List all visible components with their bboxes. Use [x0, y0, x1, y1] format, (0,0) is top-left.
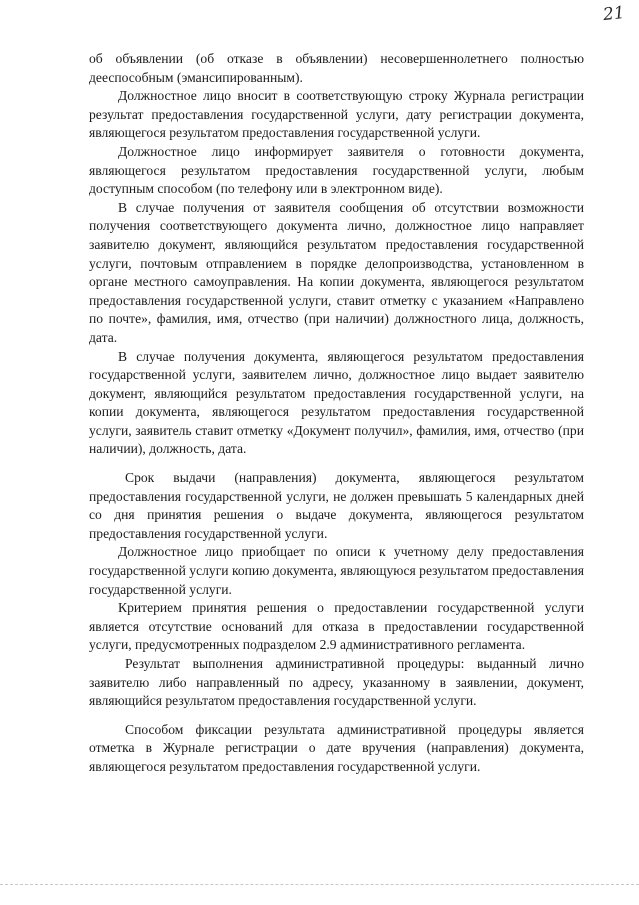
- paragraph-3: Должностное лицо информирует заявителя о готовности документа, являющегося результатом предоставления государственной услуги, любым доступным способом (по телефону или в электронном виде).: [89, 143, 584, 197]
- paragraph-7: Должностное лицо приобщает по описи к учетному делу предоставления государственной услуги копию документа, являющуюся результатом предоставления государственной услуги.: [89, 544, 584, 597]
- paragraph-8: Критерием принятия решения о предоставлении государственной услуги является отсутствие оснований для отказа в предоставлении государственной услуги, предусмотренных подразделом 2.9 административного регламента.: [89, 600, 584, 653]
- paragraph-6: Срок выдачи (направления) документа, являющегося результатом предоставления государственной услуги, не должен превышать 5 календарных дней со дня принятия решения о выдаче документа, являющегося результатом предоставления государственной услуги.: [89, 470, 584, 541]
- paragraph-5: В случае получения документа, являющегося результатом предоставления государственной услуги, заявителем лично, должностное лицо выдает заявителю документ, являющийся результатом предоставления государственной услуги, на копии документа, являющегося результатом предоставления государственной услуги, заявитель ставит отметку «Документ получил», фамилия, имя, отчество (при наличии), должность, дата.: [89, 348, 584, 457]
- paragraph-2: Должностное лицо вносит в соответствующую строку Журнала регистрации результат предоставления государственной услуги, дату регистрации документа, являющегося результатом предоставления государственной услуги.: [89, 88, 584, 141]
- document-body: [89, 50, 584, 777]
- paragraph-10: Способом фиксации результата административной процедуры является отметка в Журнале регистрации о дате вручения (направления) документа, являющегося результатом предоставления государственной услуги.: [89, 721, 584, 774]
- paragraph-4: В случае получения от заявителя сообщения об отсутствии возможности получения соответствующего документа лично, должностное лицо направляет заявителю документ, являющийся результатом предоставления государственной услуги, почтовым отправлением в порядке делопроизводства, установленном в органе местного самоуправления. На копии документа, являющегося результатом предоставления государственной услуги, ставит отметку с указанием «Направлено по почте», фамилия, имя, отчество (при наличии) должностного лица, должность, дата.: [89, 199, 584, 345]
- handwritten-page-number: 21: [602, 2, 626, 26]
- scan-artifact-line: [0, 884, 639, 886]
- paragraph-1: об объявлении (об отказе в объявлении) несовершеннолетнего полностью дееспособным (эмансипированным).: [89, 51, 584, 85]
- paragraph-9: Результат выполнения административной процедуры: выданный лично заявителю либо направленный по адресу, указанному в заявлении, документ, являющийся результатом предоставления государственной услуги.: [89, 656, 584, 709]
